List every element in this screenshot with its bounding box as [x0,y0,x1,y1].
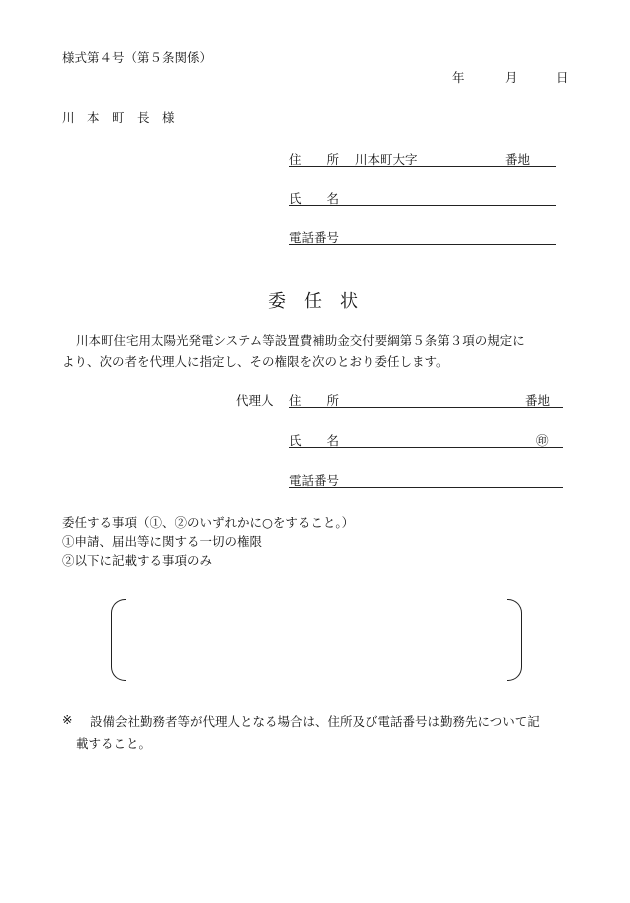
date-day: 日 [556,70,569,85]
right-bracket [507,599,522,681]
applicant-name-label: 氏 名 [289,191,340,206]
applicant-address-value: 川本町大字 [355,152,418,167]
applicant-address-suffix: 番地 [505,152,531,167]
form-number: 様式第４号（第５条関係） [62,50,213,65]
agent-name-line [289,447,563,448]
agent-name-label: 氏 名 [289,433,340,448]
agent-address-label: 住 所 [289,393,340,408]
agent-address-line [289,407,563,408]
agent-phone-line [289,487,563,488]
body-line-2: より、次の者を代理人に指定し、その権限を次のとおり委任します。 [62,354,449,369]
applicant-phone-label: 電話番号 [289,230,340,245]
addressee: 川 本 町 長 様 [62,110,175,125]
applicant-address-line [289,166,556,167]
left-bracket [111,599,126,681]
body-line-1: 川本町住宅用太陽光発電システム等設置費補助金交付要綱第５条第３項の規定に [76,333,525,348]
note-mark: ※ [62,712,73,727]
delegation-option-1: ①申請、届出等に関する一切の権限 [62,534,263,549]
seal-mark: ㊞ [536,433,549,448]
document-title: 委 任 状 [268,291,358,312]
agent-address-suffix: 番地 [525,393,551,408]
delegation-option-2: ②以下に記載する事項のみ [62,553,213,568]
applicant-name-line [289,205,556,206]
note-line-1: 設備会社勤務者等が代理人となる場合は、住所及び電話番号は勤務先について記 [90,714,540,729]
agent-label: 代理人 [236,393,274,408]
delegation-heading: 委任する事項（①、②のいずれかに○をすること。） [62,515,355,530]
applicant-phone-line [289,244,556,245]
applicant-address-label: 住 所 [289,152,340,167]
note-line-2: 載すること。 [76,736,152,751]
date-month: 月 [505,70,518,85]
date-year: 年 [452,70,465,85]
agent-phone-label: 電話番号 [289,473,340,488]
